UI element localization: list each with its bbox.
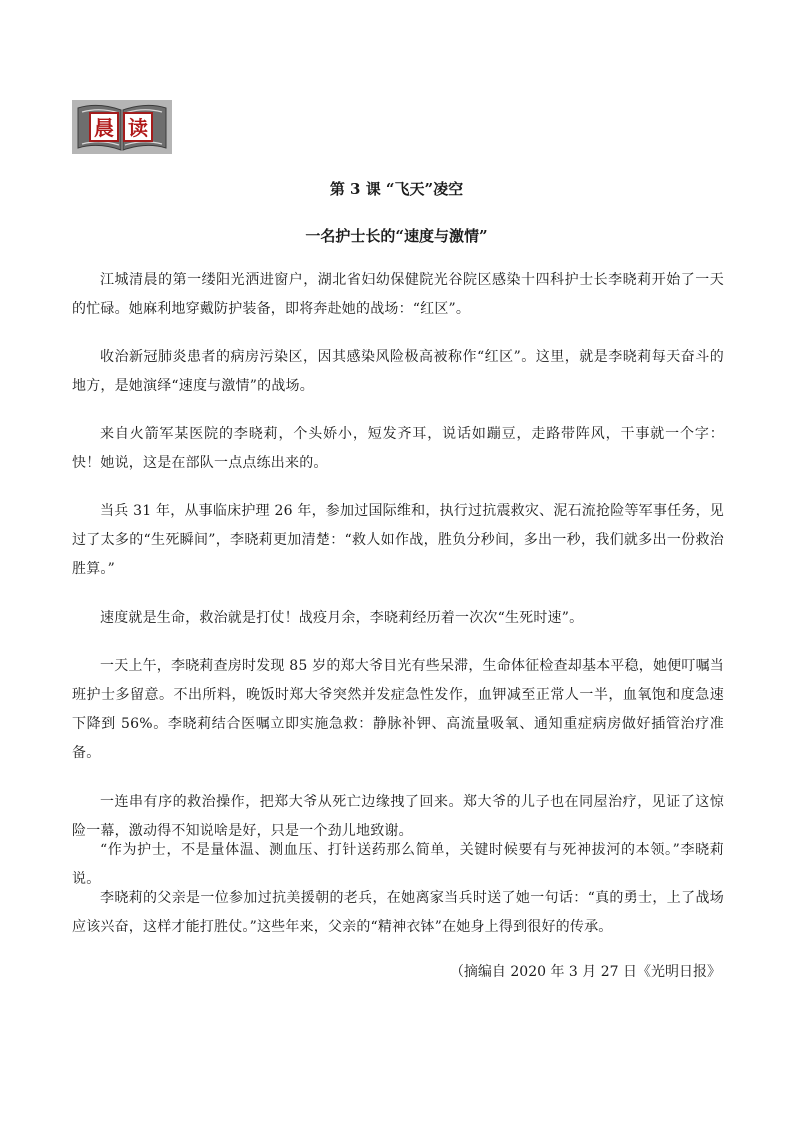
source-citation: （摘编自 2020 年 3 月 27 日《光明日报》 bbox=[449, 964, 721, 980]
paragraph: 来自火箭军某医院的李晓莉，个头娇小，短发齐耳，说话如蹦豆，走路带阵风，干事就一个字：快！她说，这是在部队一点点练出来的。 bbox=[72, 426, 724, 471]
paragraph: 江城清晨的第一缕阳光洒进窗户，湖北省妇幼保健院光谷院区感染十四科护士长李晓莉开始了一天的忙碌。她麻利地穿戴防护装备，即将奔赴她的战场：“红区”。 bbox=[72, 272, 724, 317]
paragraph: “作为护士，不是量体温、测血压、打针送药那么简单，关键时候要有与死神拔河的本领。”李晓莉说。 bbox=[72, 842, 724, 887]
logo-char-chen: 晨 bbox=[89, 112, 119, 142]
open-book-icon bbox=[72, 100, 172, 154]
chendu-logo bbox=[72, 100, 172, 154]
paragraph: 李晓莉的父亲是一位参加过抗美援朝的老兵，在她离家当兵时送了她一句话：“真的勇士，上了战场应该兴奋，这样才能打胜仗。”这些年来，父亲的“精神衣钵”在她身上得到很好的传承。 bbox=[72, 890, 724, 935]
paragraph: 收治新冠肺炎患者的病房污染区，因其感染风险极高被称作“红区”。这里，就是李晓莉每天奋斗的地方，是她演绎“速度与激情”的战场。 bbox=[72, 349, 724, 394]
paragraph: 速度就是生命，救治就是打仗！战疫月余，李晓莉经历着一次次“生死时速”。 bbox=[100, 610, 584, 626]
logo-char-du: 读 bbox=[123, 112, 153, 142]
paragraph: 一连串有序的救治操作，把郑大爷从死亡边缘拽了回来。郑大爷的儿子也在同屋治疗，见证了这惊险一幕，激动得不知说啥是好，只是一个劲儿地致谢。 bbox=[72, 794, 724, 839]
paragraph: 当兵 31 年，从事临床护理 26 年，参加过国际维和，执行过抗震救灾、泥石流抢险等军事任务，见过了太多的“生死瞬间”，李晓莉更加清楚：“救人如作战，胜负分秒间，多出一秒，我们就多出一份救治胜算。” bbox=[72, 503, 724, 577]
lesson-title: 第 3 课 “飞天”凌空 bbox=[329, 180, 464, 198]
article-subtitle: 一名护士长的“速度与激情” bbox=[305, 227, 488, 245]
paragraph: 一天上午，李晓莉查房时发现 85 岁的郑大爷目光有些呆滞，生命体征检查却基本平稳，她便叮嘱当班护士多留意。不出所料，晚饭时郑大爷突然并发症急性发作，血钾减至正常人一半，血氧饱和度急速下降到 56%。李晓莉结合医嘱立即实施急救：静脉补钾、高流量吸氧、通知重症病房做好插管治疗准备。 bbox=[72, 658, 724, 761]
